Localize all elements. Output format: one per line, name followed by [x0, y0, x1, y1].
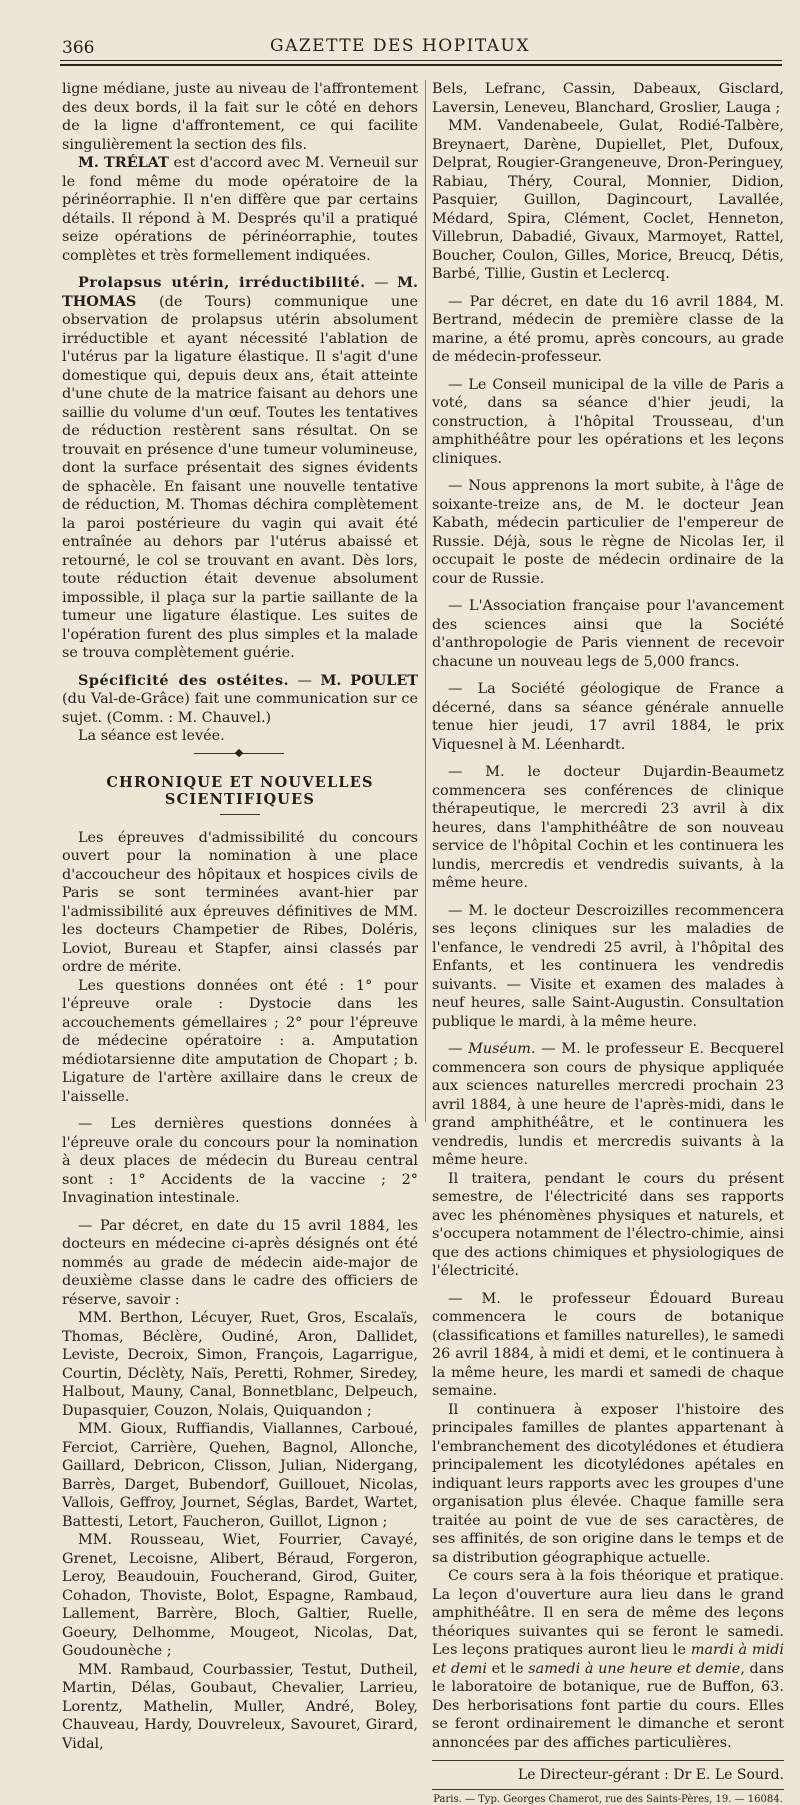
rubric-title: Prolapsus utérin, irréductibilité. — [78, 274, 366, 291]
page-number: 366 — [62, 38, 95, 58]
right-column — [432, 80, 784, 1805]
paragraph-prolapsus — [62, 274, 418, 663]
paragraph-continuation: ligne médiane, juste au niveau de l'affrontement des deux bords, il la fait sur le côté en dehors de la ligne d'affrontement, ce qui facilite singulièrement la section des fils. — [62, 81, 418, 153]
paragraph-text: , dans le laboratoire de botanique, rue de Buffon, 63. Des herborisations font partie du cours. Elles se feront ordinairement le dimanche et seront annoncées par des affiches particulières. — [432, 1660, 784, 1751]
paragraph-decret-15-avril: — Par décret, en date du 15 avril 1884, les docteurs en médecine ci-après désignés ont été nommés au grade de médecin aide-major de deuxième classe dans le cadre des officiers de réserve, savoir : — [62, 1217, 418, 1308]
dash: — — [365, 275, 398, 291]
paragraph-bureau-central: — Les dernières questions données à l'épreuve orale du concours pour la nomination à deux places de médecin du Bureau central sont : 1° Accidents de la vaccine ; 2° Invagination intestinale. — [62, 1116, 418, 1206]
signature: Le Directeur-gérant : Dr E. Le Sourd. — [517, 1767, 784, 1783]
speaker-name: M. TRÉLAT — [78, 154, 169, 171]
paragraph-electricite: Il traitera, pendant le cours du présent semestre, de l'électricité dans ses rapports avec les phénomènes physiques et naturels, et s'occupera notamment de l'électro-chimie, ainsi que des actions chimiques et physiologiques de l'électricité. — [432, 1170, 784, 1279]
paragraph-cours-pratique — [432, 1567, 784, 1752]
paragraph-association: — L'Association française pour l'avancement des sciences ainsi que la Société d'anthropologie de Paris viennent de recevoir chacune un nouveau legs de 5,000 francs. — [432, 598, 784, 670]
paragraph-museum — [432, 1040, 784, 1170]
paragraph-text: Ce cours sera à la fois théorique et pratique. La leçon d'ouverture aura lieu dans le grand amphithéâtre. Il en sera de même des leçons théoriques suivantes qui se feront le samedi. Les leçons pratiques auront lieu le — [432, 1568, 784, 1658]
names-list-2: MM. Gioux, Ruffiandis, Viallannes, Carboué, Ferciot, Carrière, Quehen, Bagnol, Allonche, Gaillard, Debricon, Clisson, Julian, Nidergang, Barrès, Darget, Bubendorf, Guillouet, Nicolas, Vallois, Geffroy, Journet, Séglas, Bardet, Wartet, Battesti, Letort, Faucheron, Guillot, Lignon ; — [62, 1421, 418, 1530]
paragraph-conseil-municipal: — Le Conseil municipal de la ville de Paris a voté, dans sa séance d'hier jeudi, la construction, à l'hôpital Trousseau, d'un amphithéâtre pour les opérations et les leçons cliniques. — [432, 376, 784, 467]
names-list-5: MM. Vandenabeele, Gulat, Rodié-Talbère, Breynaert, Darène, Dupiellet, Plet, Dufoux, Delprat, Rougier-Grangeneuve, Dron-Peringuey, Rabiau, Théry, Coural, Monnier, Didion, Pasquier, Guillon, Dagincourt, Lavallée, Médard, Spira, Clément, Coclet, Henneton, Villebrun, Dabadié, Givaux, Marmoyet, Rattel, Boucher, Coulon, Gilles, Morice, Breucq, Détis, Barbé, Tillie, Gustin et Leclercq. — [432, 118, 784, 282]
paragraph-text: — M. le professeur E. Becquerel commencera son cours de physique appliquée aux sciences naturelles mercredi prochain 23 avril 1884, à une heure de l'après-midi, dans le grand amphithéâtre, et le continuera les vendredis, lundis et mercredis suivants à la même heure. — [432, 1041, 784, 1168]
paragraph-questions: Les questions données ont été : 1° pour l'épreuve orale : Dystocie dans les accouchements gémellaires ; 2° pour l'épreuve de médecine opératoire : a. Amputation médiotarsienne dite amputation de Chopart ; b. Ligature de l'artère axillaire dans le creux de l'aisselle. — [62, 977, 418, 1105]
running-title: GAZETTE DES HOPITAUX — [269, 36, 530, 56]
paragraph-seance-levee: La séance est levée. — [78, 728, 225, 744]
paragraph-bureau-botanique: — M. le professeur Édouard Bureau commencera le cours de botanique (classifications et familles naturelles), le samedi 26 avril 1884, à midi et demi, et le continuera à la même heure, les mardi et samedi de chaque semaine. — [432, 1290, 784, 1399]
names-list-4: MM. Rambaud, Courbassier, Testut, Dutheil, Martin, Délas, Goubaut, Chevalier, Larrieu, Lorentz, Mathelin, Muller, André, Boley, Chauveau, Hardy, Douvreleux, Savouret, Girard, Vidal, — [62, 1661, 418, 1752]
italic-phrase: mardi à midi et demi — [432, 1642, 784, 1677]
speaker-name: M. POULET — [320, 671, 418, 689]
names-list-3: MM. Rousseau, Wiet, Fourrier, Cavayé, Grenet, Lecoisne, Alibert, Béraud, Forgeron, Leroy, Beaudouin, Foucherand, Girod, Guiter, Cohadon, Thoviste, Bolot, Espagne, Rambaud, Lallement, Barrère, Bloch, Galtier, Ruelle, Goeury, Delhomme, Mougeot, Nicolas, Dat, Goudounèche ; — [62, 1532, 418, 1659]
column-divider — [425, 80, 426, 1122]
paragraph-descroizilles: — M. le docteur Descroizilles recommencera ses leçons cliniques sur les maladies de l'enfance, le vendredi 25 avril, à l'hôpital des Enfants, et les continuera les vendredis suivants. — Visite et examen des malades à neuf heures, salle Saint-Augustin. Consultation publique le mardi, à la même heure. — [432, 902, 784, 1030]
paragraph-text: et le — [486, 1660, 529, 1677]
speaker-name: M. THOMAS — [62, 274, 419, 310]
paragraph-kabath: — Nous apprenons la mort subite, à l'âge de soixante-treize ans, de M. le docteur Jean Kabath, médecin particulier de l'empereur de Russie. Déjà, sous le règne de Nicolas Ier, il occupait le poste de médecin ordinaire de la cour de Russie. — [432, 478, 784, 587]
left-column — [62, 80, 418, 1753]
paragraph-familles: Il continuera à exposer l'histoire des principales familles de plantes appartenant à l'embranchement des dicotylédones et étudiera principalement les dicotylédones apétales en indiquant leurs rapports avec les groupes d'une organisation plus élevée. Chaque famille sera traitée au point de vue de ses caractères, de ses affinités, de son origine dans le temps et de sa distribution géographique actuelle. — [432, 1401, 784, 1566]
dash: — — [448, 1041, 469, 1057]
title-underline — [220, 814, 260, 815]
header-rule-thin — [60, 60, 782, 61]
paragraph-trelat — [62, 154, 418, 265]
separator-ornament — [235, 748, 243, 756]
printer-line: Paris. — Typ. Georges Chamerot, rue des Saints-Pères, 19. — 16084. — [432, 1789, 784, 1805]
paragraph-dujardin-beaumetz: — M. le docteur Dujardin-Beaumetz commencera ses conférences de clinique thérapeutique, le mercredi 23 avril à dix heures, dans l'amphithéâtre de son nouveau service de l'hôpital Cochin et les continuera les lundis, mercredis et vendredis suivants, à la même heure. — [432, 764, 784, 891]
names-list-continuation: Bels, Lefranc, Cassin, Dabeaux, Gisclard, Laversin, Leneveu, Blanchard, Groslier, Lauga ; — [432, 81, 784, 116]
names-list-1: MM. Berthon, Lécuyer, Ruet, Gros, Escalaïs, Thomas, Béclère, Oudiné, Aron, Dallidet, Leviste, Decroix, Simon, François, Lagarrigue, Courtin, Déclèty, Naïs, Peretti, Rohmer, Siredey, Halbout, Mauny, Canal, Bonnetblanc, Delpeuch, Dupasquier, Couzon, Nolais, Quiquandon ; — [62, 1310, 418, 1419]
paragraph-concours-accoucheur: Les épreuves d'admissibilité du concours ouvert pour la nomination à une place d'accoucheur des hôpitaux et hospices civils de Paris se sont terminées avant-hier par l'admissibilité aux épreuves définitives de MM. les docteurs Champetier de Ribes, Doléris, Loviot, Bureau et Stapfer, ainsi classés par ordre de mérite. — [62, 829, 418, 975]
paragraph-text: (de Tours) communique une observation de prolapsus utérin absolument irréductible et ayant nécessité l'ablation de l'utérus par la ligature élastique. Il s'agit d'une domestique qui, depuis deux ans, était atteinte d'une chute de la matrice faisant au dehors une saillie du volume d'un œuf. Toutes les tentatives de réduction restèrent sans résultat. On se trouvait en présence d'une tumeur volumineuse, dont la surface présentait des signes évidents de sphacèle. En faisant une nouvelle tentative de réduction, M. Thomas déchira complètement la paroi postérieure du vagin qui avait été entraînée au dehors par l'utérus abaissé et retourné, le col se trouvant en avant. Dès lors, toute réduction était devenue absolument impossible, il plaça sur la partie saillante de la tumeur une ligature élastique. Les suites de l'opération furent des plus simples et la malade se trouva complètement guérie. — [62, 293, 418, 661]
rubric-title: Spécificité des ostéites. — [78, 671, 290, 689]
paragraph-societe-geologique: — La Société géologique de France a décerné, dans sa séance générale annuelle tenue hier jeudi, 17 avril 1884, le prix Viquesnel à M. Léenhardt. — [432, 681, 784, 753]
dash: — — [289, 672, 321, 689]
header-rule-thick — [60, 64, 782, 66]
paragraph-decret-16-avril: — Par décret, en date du 16 avril 1884, M. Bertrand, médecin de première classe de la marine, a été promu, après concours, au grade de médecin-professeur. — [432, 293, 784, 365]
paragraph-osteites — [62, 672, 418, 728]
paragraph-text: est d'accord avec M. Verneuil sur le fond même du mode opératoire de la périnéorraphie. Il n'en diffère que par certains détails. Il répond à M. Després qu'il a pratiqué seize opérations de périnéorraphie, toutes complètes et très formellement indiquées. — [62, 155, 419, 264]
paragraph-text: (du Val-de-Grâce) fait une communication sur ce sujet. (Comm. : M. Chauvel.) — [62, 691, 418, 726]
page-header — [0, 0, 800, 60]
signature-rule — [432, 1760, 784, 1761]
section-separator — [194, 753, 284, 760]
museum-label: Muséum. — [468, 1041, 536, 1057]
section-title: CHRONIQUE ET NOUVELLES SCIENTIFIQUES — [106, 773, 374, 808]
italic-phrase: samedi à une heure et demie — [528, 1660, 741, 1677]
